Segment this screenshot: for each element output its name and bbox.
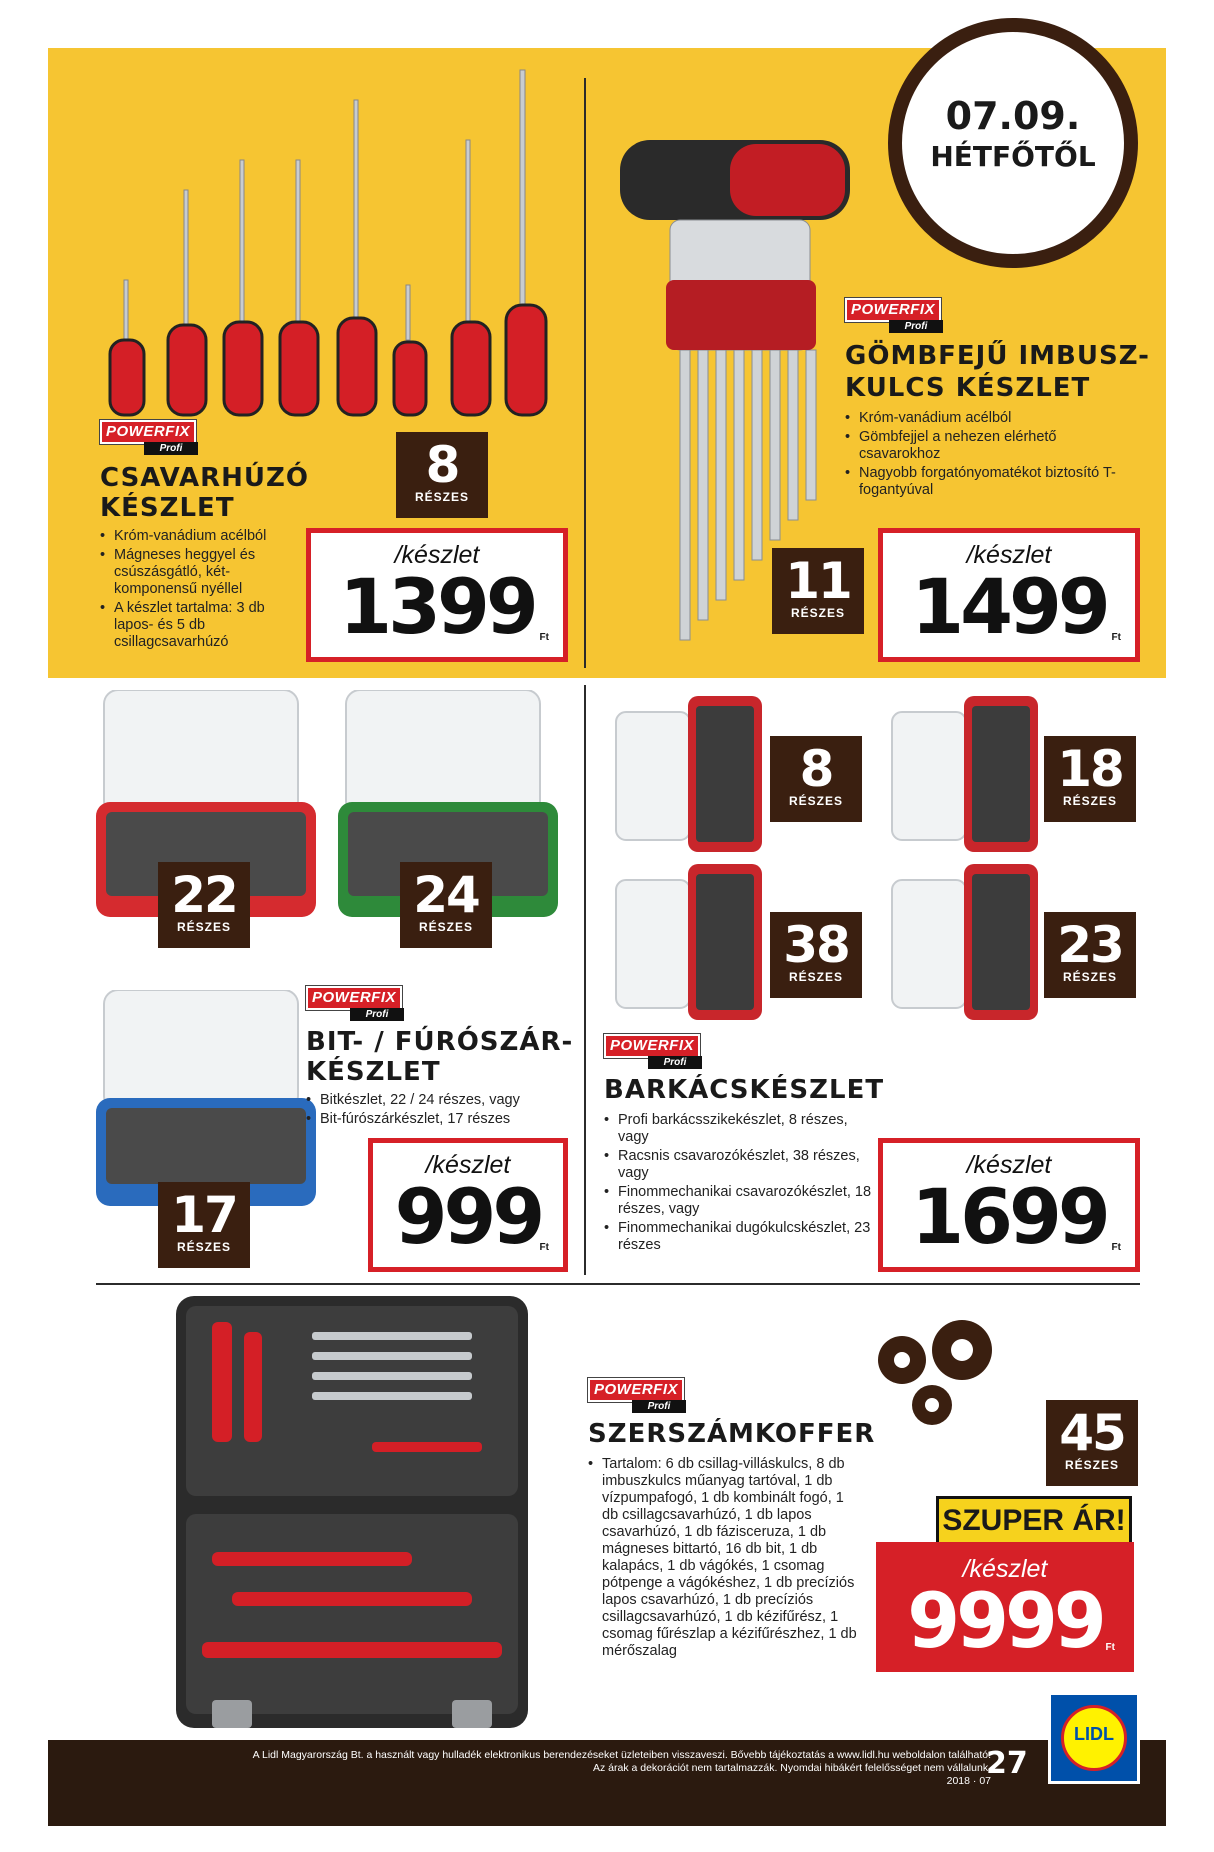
precision-screwdriver-set-image [890,694,1040,854]
p3-price-box [368,1138,568,1272]
price-value: 9999 [907,1576,1103,1665]
p5-pieces-badge [1046,1400,1138,1486]
p2-title-line1: GÖMBFEJŰ IMBUSZ- [845,341,1150,371]
ratchet-screwdriver-set-image [614,862,764,1022]
brand-sub: Profi [648,1056,702,1069]
p4-pieces-badge-38 [770,912,862,998]
footer-disclaimer-1: A Lidl Magyarország Bt. a használt vagy hulladék elektronikus berendezéseket üzleteiben visszaveszi. Bővebb tájékoztatás a www.lidl.hu weboldalon található. [252,1749,991,1761]
divider-top [584,78,586,668]
p3-feature: • Bitkészlet, 22 / 24 részes, vagy [306,1092,576,1109]
pieces-label: RÉSZES [788,794,843,808]
p1-pieces-badge [396,432,488,518]
pieces-label: RÉSZES [176,1240,231,1254]
p5-features [588,1456,858,1662]
p2-feature: • Gömbfejjel a nehezen elérhető csavarokhoz [845,429,1135,463]
price-currency: Ft [1111,632,1121,643]
price-value: 1499 [911,562,1107,651]
brand-logo-p5 [588,1378,686,1412]
brand-name: POWERFIX [588,1378,684,1402]
p3-feature: • Bit-fúrószárkészlet, 17 részes [306,1111,576,1128]
price-currency: Ft [1105,1642,1115,1653]
socket-set-image [890,862,1040,1022]
p4-pieces-badge-8 [770,736,862,822]
p5-price-box [876,1542,1134,1672]
brand-name: POWERFIX [604,1034,700,1058]
p2-price-box [878,528,1140,662]
pieces-number: 22 [171,866,237,924]
price-unit: /készlet [966,541,1052,569]
brand-sub: Profi [144,442,198,455]
pieces-label: RÉSZES [790,606,845,620]
lidl-logo-text: LIDL [1074,1724,1114,1744]
bit-case-blue-image [94,990,318,1210]
price-unit: /készlet [966,1151,1052,1179]
p4-features [604,1112,874,1256]
pieces-label: RÉSZES [176,920,231,934]
p1-feature: • Króm-vanádium acélból [100,528,290,545]
pieces-number: 17 [171,1186,237,1244]
p1-features [100,528,290,653]
pieces-number: 11 [785,552,851,610]
p5-feature: • Tartalom: 6 db csillag-villáskulcs, 8 db imbuszkulcs műanyag tartóval, 1 db vízpumpafogó, 1 db kombinált fogó, 1 db csillagcsavarhúzó, 1 db lapos csavarhúzó, 1 db fázisceruza, 1 db mágneses bittartó, 16 db bit, 1 db kalapács, 1 db vágókés, 1 csomag pótpenge a vágókéshez, 1 db precíziós lapos csavarhúzó, 1 db precíziós csillagcsavarhúzó, 1 db kézifűrész, 1 csomag fűrészlap a kézifűrészhez, 1 db mérőszalag [588,1456,858,1660]
brand-sub: Profi [350,1008,404,1021]
p4-pieces-badge-18 [1044,736,1136,822]
p2-feature: • Nagyobb forgatónyomatékot biztosító T-fogantyúval [845,465,1135,499]
pieces-number: 8 [425,436,459,494]
brand-logo-p4 [604,1034,702,1068]
brand-name: POWERFIX [845,298,941,322]
p4-feature: • Finommechanikai dugókulcskészlet, 23 részes [604,1220,874,1254]
pieces-label: RÉSZES [418,920,473,934]
p3-title-line2: KÉSZLET [306,1057,441,1087]
lidl-logo [1048,1692,1140,1784]
pieces-label: RÉSZES [1062,970,1117,984]
p1-feature: • Mágneses heggyel és csúszásgátló, két-komponensű nyéllel [100,547,290,598]
p4-price-box [878,1138,1140,1272]
price-currency: Ft [1111,1242,1121,1253]
screwdriver-set-image [100,60,560,420]
date-from-text: HÉTFŐTŐL [930,140,1096,173]
p4-feature: • Profi barkácsszikekészlet, 8 részes, vagy [604,1112,874,1146]
price-value: 999 [394,1172,542,1261]
p1-title-line1: CSAVARHÚZÓ [100,463,309,493]
footer-disclaimer-2: Az árak a dekorációt nem tartalmazzák. Nyomdai hibákért felelősséget nem vállalunk. [592,1762,991,1774]
pieces-number: 18 [1057,740,1123,798]
hobby-knife-set-image [614,694,764,854]
p3-features [306,1092,576,1130]
p4-feature: • Racsnis csavarozókészlet, 38 részes, vagy [604,1148,874,1182]
super-price-banner: SZUPER ÁR! [936,1496,1132,1546]
divider-middle [584,685,586,1275]
footer-code: 2018 · 07 [946,1775,991,1787]
gears-icon [862,1310,1012,1430]
p2-title-line2: KULCS KÉSZLET [845,373,1091,403]
pieces-number: 23 [1057,916,1123,974]
pieces-label: RÉSZES [788,970,843,984]
date-text: 07.09. [945,94,1081,138]
price-unit: /készlet [425,1151,511,1179]
p2-pieces-badge [772,548,864,634]
pieces-label: RÉSZES [1064,1458,1119,1472]
pieces-number: 45 [1059,1404,1125,1462]
price-unit: /készlet [962,1555,1048,1583]
p2-feature: • Króm-vanádium acélból [845,410,1135,427]
brand-logo-p3 [306,986,404,1020]
pieces-number: 8 [799,740,833,798]
pieces-label: RÉSZES [1062,794,1117,808]
pieces-number: 24 [413,866,479,924]
pieces-label: RÉSZES [414,490,469,504]
brand-logo-p1 [100,420,198,454]
p5-title: SZERSZÁMKOFFER [588,1419,876,1449]
brand-name: POWERFIX [306,986,402,1010]
lidl-logo-circle [1061,1705,1127,1771]
tool-case-image [172,1292,532,1738]
price-currency: Ft [539,1242,549,1253]
p1-feature: • A készlet tartalma: 3 db lapos- és 5 db csillagcsavarhúzó [100,600,290,651]
p4-feature: • Finommechanikai csavarozókészlet, 18 részes, vagy [604,1184,874,1218]
p3-title-line1: BIT- / FÚRÓSZÁR- [306,1027,574,1057]
price-value: 1399 [339,562,535,651]
brand-logo-p2 [845,298,943,332]
pieces-number: 38 [783,916,849,974]
page-number: 27 [986,1746,1028,1781]
brand-sub: Profi [889,320,943,333]
price-currency: Ft [539,632,549,643]
p3-pieces-badge-22 [158,862,250,948]
p2-features [845,410,1135,501]
brand-sub: Profi [632,1400,686,1413]
p1-title-line2: KÉSZLET [100,493,235,523]
brand-name: POWERFIX [100,420,196,444]
date-circle [888,18,1138,268]
p1-price-box [306,528,568,662]
footer-bar [48,1740,1166,1826]
p3-pieces-badge-17 [158,1182,250,1268]
p4-pieces-badge-23 [1044,912,1136,998]
price-value: 1699 [911,1172,1107,1261]
p4-title: BARKÁCSKÉSZLET [604,1075,885,1105]
divider-horizontal [96,1283,1140,1285]
price-unit: /készlet [394,541,480,569]
p3-pieces-badge-24 [400,862,492,948]
